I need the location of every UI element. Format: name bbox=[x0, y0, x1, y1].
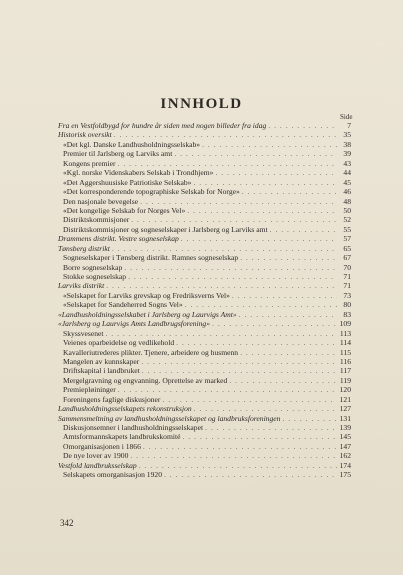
toc-entry-title: «Selskapet for Larviks grevskap og Fredriksverns Vel» bbox=[63, 290, 230, 300]
toc-entry-title: Driftskapital i landbruket bbox=[63, 366, 140, 376]
toc-entry-page: 46 bbox=[343, 187, 351, 197]
toc-entry-title: Stokke sogneselskap bbox=[63, 272, 127, 281]
toc-entry-title: «Kgl. norske Videnskabers Selskab i Trondhjem» bbox=[63, 168, 214, 178]
toc-entry bbox=[58, 263, 351, 272]
toc-entry-title: «Selskapet for Sandeherred Sogns Vel» bbox=[63, 300, 183, 310]
toc-entry-title: «Det Aggershuusiske Patriotiske Selskab» bbox=[63, 177, 192, 187]
toc-entry-page: 109 bbox=[339, 319, 351, 329]
toc-leader-dots bbox=[239, 310, 337, 319]
toc-entry-page: 55 bbox=[343, 224, 351, 234]
toc-entry-page: 39 bbox=[343, 149, 351, 159]
toc-entry bbox=[58, 329, 351, 338]
toc-leader-dots bbox=[187, 206, 337, 215]
toc-entry-title: De nye lover av 1900 bbox=[63, 451, 129, 461]
toc-entry-title: Historisk oversikt bbox=[58, 130, 112, 140]
toc-entry bbox=[58, 215, 351, 224]
toc-entry-page: 145 bbox=[339, 432, 351, 442]
toc-leader-dots bbox=[118, 385, 337, 394]
toc-entry-title: Selskapets omorganisasjon 1920 bbox=[63, 470, 162, 480]
toc-entry-title: Landhusholdningsselskapets rekonstruksjon bbox=[58, 404, 192, 414]
toc-entry-title: Larviks distrikt bbox=[58, 281, 105, 291]
toc-entry bbox=[58, 414, 351, 423]
toc-entry bbox=[58, 130, 351, 139]
toc-leader-dots bbox=[112, 244, 337, 253]
toc-entry-page: 113 bbox=[339, 328, 351, 338]
toc-leader-dots bbox=[140, 197, 337, 206]
toc-leader-dots bbox=[212, 319, 337, 328]
toc-entry-page: 50 bbox=[343, 205, 351, 215]
toc-entry bbox=[58, 168, 351, 177]
toc-entry-page: 115 bbox=[339, 347, 351, 357]
toc-entry-title: Amtsformannskapets landbrukskomité bbox=[63, 432, 181, 442]
toc-entry-page: 127 bbox=[339, 404, 351, 414]
toc-leader-dots bbox=[232, 291, 337, 300]
toc-leader-dots bbox=[118, 159, 337, 168]
toc-leader-dots bbox=[282, 414, 337, 423]
toc-entry bbox=[58, 234, 351, 243]
toc-leader-dots bbox=[240, 253, 337, 262]
toc-entry bbox=[58, 225, 351, 234]
toc-entry bbox=[58, 470, 351, 479]
toc-entry bbox=[58, 197, 351, 206]
toc-leader-dots bbox=[182, 432, 337, 441]
toc-entry-page: 35 bbox=[343, 130, 351, 140]
toc-entry-page: 7 bbox=[347, 121, 351, 130]
toc-entry-page: 80 bbox=[343, 300, 351, 310]
toc-entry bbox=[58, 140, 351, 149]
toc-entry bbox=[58, 404, 351, 413]
toc-entry bbox=[58, 253, 351, 262]
toc-entry-title: Borre sogneselskap bbox=[63, 262, 123, 272]
toc-entry-title: Sammensmeltning av landhusholdningsselskapet og landbruksforeningen bbox=[58, 413, 281, 423]
toc-entry-title: Premier til Jarlsberg og Larviks amt bbox=[63, 149, 173, 159]
toc-entry bbox=[58, 159, 351, 168]
toc-entry bbox=[58, 423, 351, 432]
toc-entry-title: Kongens premier bbox=[63, 158, 116, 168]
toc-entry bbox=[58, 319, 351, 328]
toc-leader-dots bbox=[124, 263, 337, 272]
toc-entry-page: 45 bbox=[343, 177, 351, 187]
toc-entry-title: Vestfold landbruksselskap bbox=[58, 460, 137, 470]
toc-entry-page: 71 bbox=[343, 281, 351, 291]
toc-entry bbox=[58, 244, 351, 253]
toc-leader-dots bbox=[242, 187, 337, 196]
toc-entry-page: 83 bbox=[343, 309, 351, 319]
toc-leader-dots bbox=[240, 348, 337, 357]
toc-entry bbox=[58, 357, 351, 366]
toc-entry-title: Tønsberg distrikt bbox=[58, 243, 110, 253]
toc-leader-dots bbox=[128, 272, 337, 281]
toc-leader-dots bbox=[141, 357, 337, 366]
toc-entry bbox=[58, 366, 351, 375]
toc-leader-dots bbox=[164, 470, 337, 479]
page-number: 342 bbox=[60, 518, 74, 528]
page-column-label: Side bbox=[340, 113, 353, 121]
toc-leader-dots bbox=[106, 281, 337, 290]
toc-entry-title: Den nasjonale bevegelse bbox=[63, 196, 139, 206]
toc-entry bbox=[58, 291, 351, 300]
toc-leader-dots bbox=[185, 300, 337, 309]
toc-leader-dots bbox=[270, 225, 337, 234]
toc-leader-dots bbox=[181, 234, 337, 243]
toc-leader-dots bbox=[194, 404, 337, 413]
toc-entry-title: Sogneselskaper i Tønsberg distrikt. Ramnes sogneselskap bbox=[63, 253, 239, 263]
toc-leader-dots bbox=[114, 130, 337, 139]
toc-entry-title: Distriktskommisjoner bbox=[63, 215, 130, 225]
toc-entry-page: 52 bbox=[343, 215, 351, 225]
toc-entry bbox=[58, 376, 351, 385]
toc-entry-page: 120 bbox=[339, 385, 351, 395]
toc-entry-page: 121 bbox=[339, 394, 351, 404]
toc-leader-dots bbox=[130, 451, 337, 460]
toc-entry-title: Omorganisasjonen i 1866 bbox=[63, 441, 141, 451]
toc-leader-dots bbox=[268, 121, 337, 130]
toc-entry-page: 70 bbox=[343, 262, 351, 272]
toc-leader-dots bbox=[176, 338, 337, 347]
toc-entry-title: Skyssvesenet bbox=[63, 328, 104, 338]
toc-entry-page: 73 bbox=[343, 290, 351, 300]
toc-entry-page: 43 bbox=[343, 158, 351, 168]
toc-entry-title: «Jarlsberg og Laurvigs Amts Landbrugsforening» bbox=[58, 319, 211, 329]
toc-entry bbox=[58, 432, 351, 441]
toc-entry-page: 131 bbox=[339, 413, 351, 423]
toc-entry-page: 114 bbox=[339, 338, 351, 348]
toc-entry-page: 38 bbox=[343, 139, 351, 149]
toc-entry-title: «Landhusholdningsselskabet i Jarlsberg og Laurvigs Amt» bbox=[58, 309, 237, 319]
toc-entry-page: 147 bbox=[339, 441, 351, 451]
toc-entry bbox=[58, 300, 351, 309]
toc-leader-dots bbox=[174, 149, 337, 158]
toc-entry bbox=[58, 451, 351, 460]
toc-entry-page: 48 bbox=[343, 196, 351, 206]
toc-entry bbox=[58, 395, 351, 404]
toc-entry-page: 57 bbox=[343, 234, 351, 244]
toc-entry-title: Mangelen av kunnskaper bbox=[63, 356, 140, 366]
toc-entry-page: 71 bbox=[343, 272, 351, 281]
toc-entry-title: «Det korresponderende topographiske Selskab for Norge» bbox=[63, 187, 240, 197]
toc-entry-page: 139 bbox=[339, 423, 351, 432]
table-of-contents bbox=[58, 121, 351, 480]
toc-entry-title: Premiepløininger bbox=[63, 385, 116, 395]
page-title: INNHOLD bbox=[160, 96, 243, 112]
toc-leader-dots bbox=[229, 376, 337, 385]
toc-entry bbox=[58, 348, 351, 357]
toc-leader-dots bbox=[106, 329, 338, 338]
toc-entry bbox=[58, 442, 351, 451]
toc-entry bbox=[58, 310, 351, 319]
toc-leader-dots bbox=[142, 366, 337, 375]
toc-entry-title: Distriktskommisjoner og sogneselskaper i Jarlsberg og Larviks amt bbox=[63, 224, 268, 234]
toc-entry bbox=[58, 178, 351, 187]
toc-entry-page: 175 bbox=[339, 470, 351, 480]
toc-entry bbox=[58, 338, 351, 347]
toc-entry bbox=[58, 461, 351, 470]
toc-entry bbox=[58, 149, 351, 158]
toc-entry bbox=[58, 187, 351, 196]
toc-entry-page: 162 bbox=[339, 451, 351, 461]
toc-leader-dots bbox=[131, 215, 337, 224]
toc-entry bbox=[58, 385, 351, 394]
toc-entry-page: 67 bbox=[343, 253, 351, 263]
toc-leader-dots bbox=[202, 140, 337, 149]
toc-entry-page: 174 bbox=[339, 460, 351, 470]
toc-leader-dots bbox=[139, 461, 337, 470]
toc-entry-title: Fra en Vestfoldbygd for hundre år siden med nogen billeder fra idag bbox=[58, 121, 267, 130]
toc-entry bbox=[58, 121, 351, 130]
toc-entry-title: «Det kgl. Danske Landhusholdningsselskab» bbox=[63, 139, 201, 149]
toc-leader-dots bbox=[162, 395, 337, 404]
toc-entry-title: «Det kongelige Selskab for Norges Vel» bbox=[63, 205, 186, 215]
toc-entry-title: Foreningens faglige diskusjoner bbox=[63, 394, 161, 404]
toc-entry-title: Kavalleriutrederes plikter. Tjenere, arbeidere og husmenn bbox=[63, 347, 239, 357]
toc-entry-page: 116 bbox=[339, 356, 351, 366]
toc-leader-dots bbox=[215, 168, 337, 177]
toc-entry-page: 119 bbox=[339, 375, 351, 385]
toc-entry-title: Drammens distrikt. Vestre sogneselskap bbox=[58, 234, 179, 244]
toc-entry-page: 117 bbox=[339, 366, 351, 376]
toc-leader-dots bbox=[205, 423, 337, 432]
toc-entry-page: 65 bbox=[343, 243, 351, 253]
toc-leader-dots bbox=[143, 442, 337, 451]
toc-leader-dots bbox=[193, 178, 337, 187]
toc-entry bbox=[58, 281, 351, 290]
toc-entry-title: Mergelgravning og engvanning. Oprettelse av marked bbox=[63, 375, 228, 385]
toc-entry-page: 44 bbox=[343, 168, 351, 178]
toc-entry-title: Diskusjonsemner i landhusholdningsselskapet bbox=[63, 423, 204, 432]
toc-entry-title: Veienes oparbeidelse og vedlikehold bbox=[63, 338, 175, 348]
toc-entry bbox=[58, 206, 351, 215]
toc-entry bbox=[58, 272, 351, 281]
